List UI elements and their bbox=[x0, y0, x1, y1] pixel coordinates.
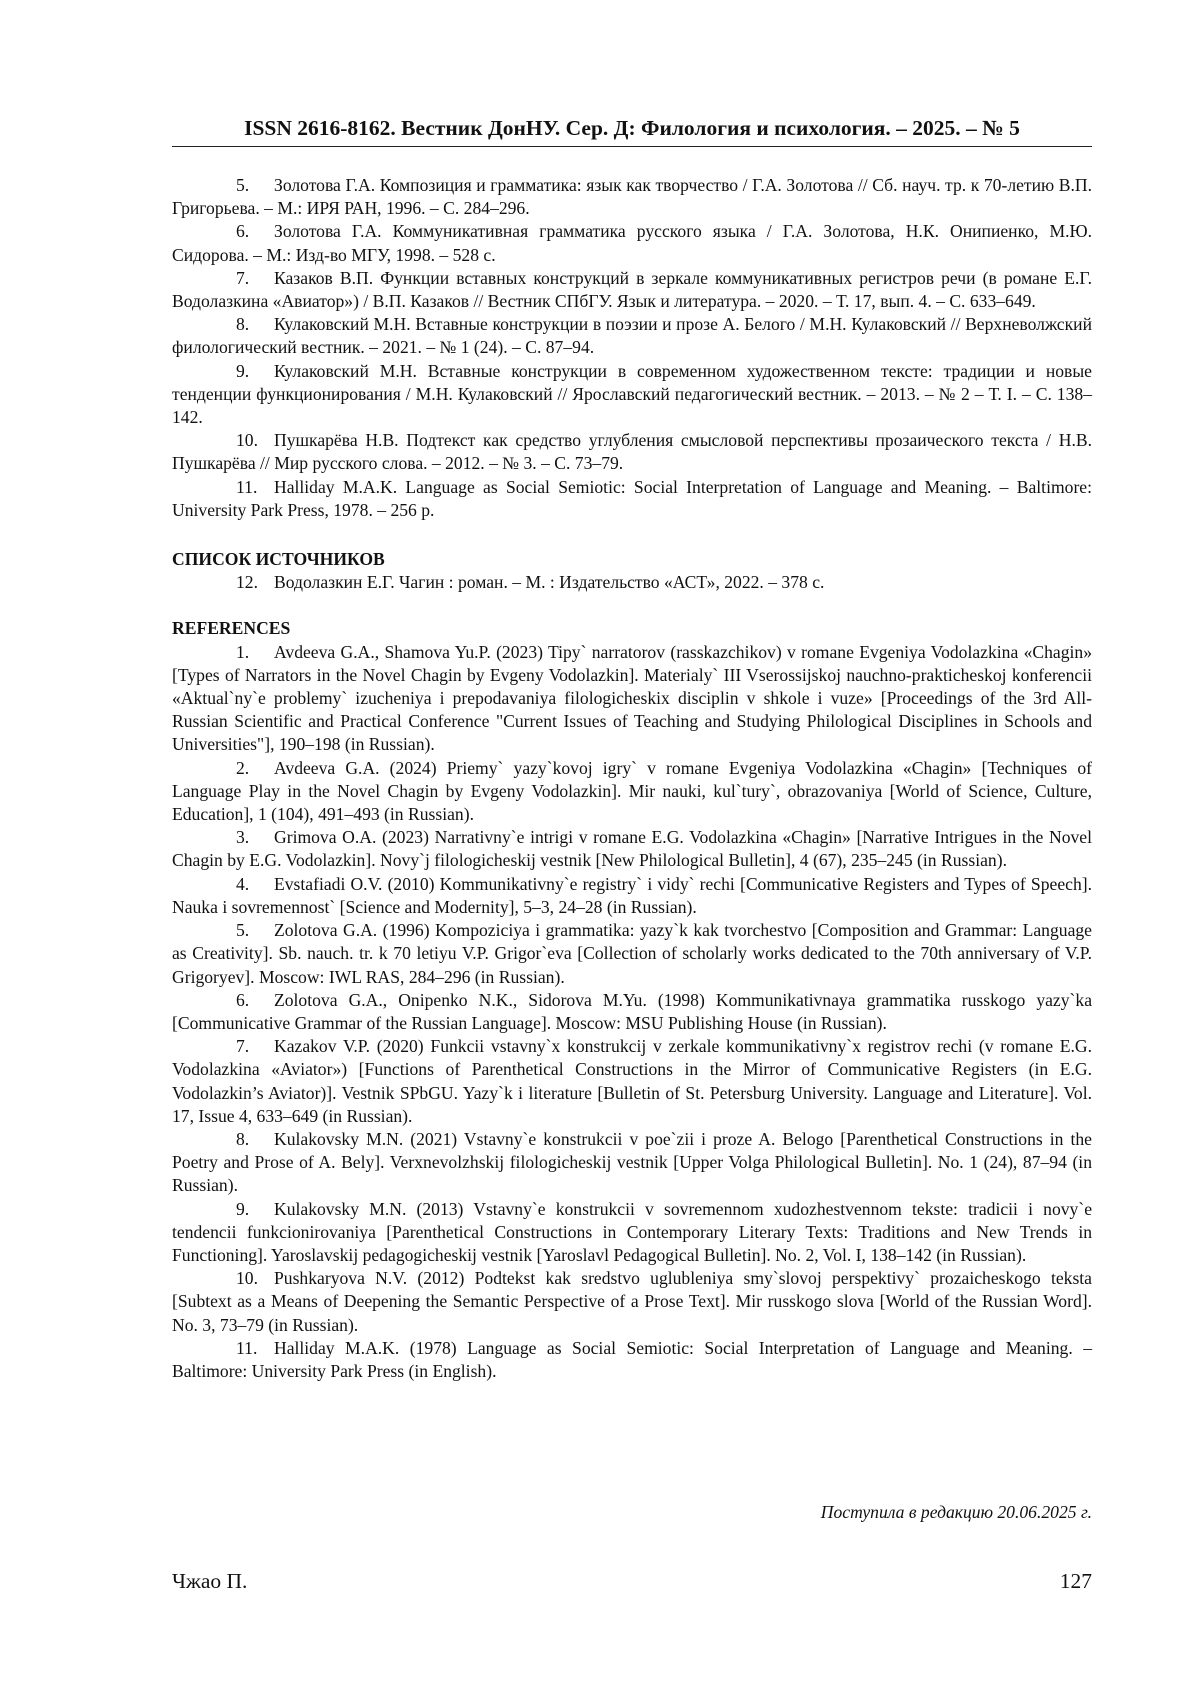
reference-entry bbox=[172, 1337, 1092, 1383]
entry-text: Золотова Г.А. Композиция и грамматика: язык как творчество / Г.А. Золотова // Сб. науч. тр. к 70-летию В.П. Григорьева. – М.: ИРЯ РАН, 1996. – С. 284–296. bbox=[172, 175, 1092, 219]
reference-entry bbox=[172, 267, 1092, 313]
entry-text: Zolotova G.A., Onipenko N.K., Sidorova M.Yu. (1998) Kommunikativnaya grammatika russkogo yazy`ka [Communicative Grammar of the Russian Language]. Moscow: MSU Publishing House (in Russian). bbox=[172, 989, 1092, 1033]
reference-entry bbox=[172, 989, 1092, 1035]
entry-text: Кулаковский М.Н. Вставные конструкции в поэзии и прозе А. Белого / М.Н. Кулаковский // Верхневолжский филологический вестник. – 2021. – № 1 (24). – С. 87–94. bbox=[172, 314, 1092, 358]
received-date: Поступила в редакцию 20.06.2025 г. bbox=[820, 1502, 1092, 1522]
entry-text: Avdeeva G.A., Shamova Yu.P. (2023) Tipy` narratorov (rasskazchikov) v romane Evgeniya Vodolazkina «Chagin» [Types of Narrators in the Novel Chagin by Evgeny Vodolazkin]. Materialy` III Vserossijskoj nauchno-prakticheskoj konferencii «Aktual`ny`e problemy` izucheniya i prepodavaniya filologicheskix disciplin v shkole i vuze» [Proceedings of the 3rd All-Russian Scientific and Practical Conference "Current Issues of Teaching and Studying Philological Disciplines in Schools and Universities"], 190–198 (in Russian). bbox=[172, 641, 1092, 755]
entry-text: Пушкарёва Н.В. Подтекст как средство углубления смысловой перспективы прозаического текста / Н.В. Пушкарёва // Мир русского слова. – 2012. – № 3. – С. 73–79. bbox=[172, 430, 1092, 474]
entry-text: Halliday M.A.K. (1978) Language as Social Semiotic: Social Interpretation of Language and Meaning. – Baltimore: University Park Press (in English). bbox=[172, 1337, 1092, 1381]
entry-text: Kulakovsky M.N. (2021) Vstavny`e konstrukcii v poe`zii i proze A. Belogo [Parenthetical Constructions in the Poetry and Prose of A. Bely]. Verxnevolzhskij filologicheskij vestnik [Upper Volga Philological Bulletin]. No. 1 (24), 87–94 (in Russian). bbox=[172, 1128, 1092, 1196]
entry-number: 10. bbox=[236, 1268, 258, 1289]
reference-entry bbox=[172, 174, 1092, 220]
references-heading: REFERENCES bbox=[172, 618, 291, 639]
reference-entry bbox=[172, 571, 1092, 594]
entry-number: 2. bbox=[236, 757, 250, 778]
sources-heading: СПИСОК ИСТОЧНИКОВ bbox=[172, 549, 385, 570]
reference-entry bbox=[172, 1128, 1092, 1198]
entry-number: 3. bbox=[236, 827, 250, 848]
reference-entry bbox=[172, 360, 1092, 430]
entry-number: 5. bbox=[236, 175, 250, 195]
reference-entry bbox=[172, 873, 1092, 919]
entry-text: Kazakov V.P. (2020) Funkcii vstavny`x konstrukcij v zerkale kommunikativny`x registrov rechi (v romane E.G. Vodolazkina «Aviator») [Functions of Parenthetical Constructions in the Mirror of Communicative Registers (in E.G. Vodolazkin’s Aviator)]. Vestnik SPbGU. Yazy`k i literature [Bulletin of St. Petersburg University. Language and Literature]. Vol. 17, Issue 4, 633–649 (in Russian). bbox=[172, 1036, 1092, 1126]
entry-number: 10. bbox=[236, 430, 258, 451]
entry-number: 9. bbox=[236, 1198, 250, 1219]
entry-number: 11. bbox=[236, 476, 258, 497]
page-number: 127 bbox=[1059, 1569, 1092, 1593]
entry-number: 6. bbox=[236, 989, 250, 1010]
entry-number: 12. bbox=[236, 572, 258, 593]
entry-text: Kulakovsky M.N. (2013) Vstavny`e konstrukcii v sovremennom xudozhestvennom tekste: tradicii i novy`e tendencii funkcionirovaniya [Parenthetical Constructions in Contemporary Literary Texts: Traditions and New Trends in Functioning]. Yaroslavskij pedagogicheskij vestnik [Yaroslavl Pedagogical Bulletin]. No. 2, Vol. I, 138–142 (in Russian). bbox=[172, 1198, 1092, 1265]
reference-entry bbox=[172, 220, 1092, 266]
reference-entry bbox=[172, 1267, 1092, 1337]
reference-entry bbox=[172, 641, 1092, 757]
literature-list bbox=[172, 174, 1092, 522]
references-list bbox=[172, 641, 1092, 1384]
entry-text: Золотова Г.А. Коммуникативная грамматика русского языка / Г.А. Золотова, Н.К. Онипиенко, М.Ю. Сидорова. – М.: Изд-во МГУ, 1998. – 528 с. bbox=[172, 221, 1092, 265]
entry-number: 11. bbox=[236, 1337, 258, 1358]
entry-text: Avdeeva G.A. (2024) Priemy` yazy`kovoj igry` v romane Evgeniya Vodolazkina «Chagin» [Techniques of Language Play in the Novel Chagin by Evgeny Vodolazkin]. Mir nauki, kul`tury`, obrazovaniya [World of Science, Culture, Education], 1 (104), 491–493 (in Russian). bbox=[172, 757, 1092, 825]
journal-header: ISSN 2616-8162. Вестник ДонНУ. Сер. Д: Филология и психология. – 2025. – № 5 bbox=[244, 116, 1020, 140]
reference-entry bbox=[172, 1198, 1092, 1268]
entry-text: Evstafiadi O.V. (2010) Kommunikativny`e registry` i vidy` rechi [Communicative Registers and Types of Speech]. Nauka i sovremennost` [Science and Modernity], 5–3, 24–28 (in Russian). bbox=[172, 873, 1092, 917]
reference-entry bbox=[172, 476, 1092, 522]
entry-number: 5. bbox=[236, 920, 250, 941]
reference-entry bbox=[172, 757, 1092, 827]
entry-number: 4. bbox=[236, 873, 250, 894]
entry-text: Grimova O.A. (2023) Narrativny`e intrigi v romane E.G. Vodolazkina «Chagin» [Narrative Intrigues in the Novel Chagin by E.G. Vodolazkin]. Novy`j filologicheskij vestnik [New Philological Bulletin], 4 (67), 235–245 (in Russian). bbox=[172, 827, 1092, 871]
reference-entry bbox=[172, 313, 1092, 359]
entry-text: Zolotova G.A. (1996) Kompoziciya i grammatika: yazy`k kak tvorchestvo [Composition and Grammar: Language as Creativity]. Sb. nauch. tr. k 70 letiyu V.P. Grigor`eva [Collection of scholarly works dedicated to the 70th anniversary of V.P. Grigoryev]. Moscow: IWL RAS, 284–296 (in Russian). bbox=[172, 920, 1092, 987]
entry-number: 7. bbox=[236, 267, 250, 288]
bibliography bbox=[172, 174, 1092, 1383]
entry-text: Кулаковский М.Н. Вставные конструкции в современном художественном тексте: традиции и новые тенденции функционирования / М.Н. Кулаковский // Ярославский педагогический вестник. – 2013. – № 2 – Т. I. – С. 138–142. bbox=[172, 360, 1092, 428]
entry-text: Pushkaryova N.V. (2012) Podtekst kak sredstvo uglubleniya smy`slovoj perspektivy` prozaicheskogo teksta [Subtext as a Means of Deepening the Semantic Perspective of a Prose Text]. Mir russkogo slova [World of the Russian Word]. No. 3, 73–79 (in Russian). bbox=[172, 1268, 1092, 1335]
entry-text: Казаков В.П. Функции вставных конструкций в зеркале коммуникативных регистров речи (в романе Е.Г. Водолазкина «Авиатор») / В.П. Казаков // Вестник СПбГУ. Язык и литература. – 2020. – Т. 17, вып. 4. – С. 633–649. bbox=[172, 267, 1092, 312]
sources-list bbox=[172, 571, 1092, 594]
reference-entry bbox=[172, 1035, 1092, 1128]
reference-entry bbox=[172, 826, 1092, 872]
entry-number: 8. bbox=[236, 314, 250, 335]
entry-number: 8. bbox=[236, 1128, 250, 1149]
reference-entry bbox=[172, 429, 1092, 475]
entry-number: 7. bbox=[236, 1036, 250, 1057]
entry-number: 1. bbox=[236, 641, 250, 662]
entry-text: Водолазкин Е.Г. Чагин : роман. – М. : Издательство «АСТ», 2022. – 378 с. bbox=[274, 572, 825, 593]
entry-number: 6. bbox=[236, 221, 250, 242]
entry-number: 9. bbox=[236, 360, 250, 381]
reference-entry bbox=[172, 919, 1092, 989]
header-divider bbox=[172, 146, 1092, 147]
entry-text: Halliday M.A.K. Language as Social Semiotic: Social Interpretation of Language and Meaning. – Baltimore: University Park Press, 1978. – 256 p. bbox=[172, 476, 1092, 520]
footer-author: Чжао П. bbox=[172, 1569, 248, 1593]
